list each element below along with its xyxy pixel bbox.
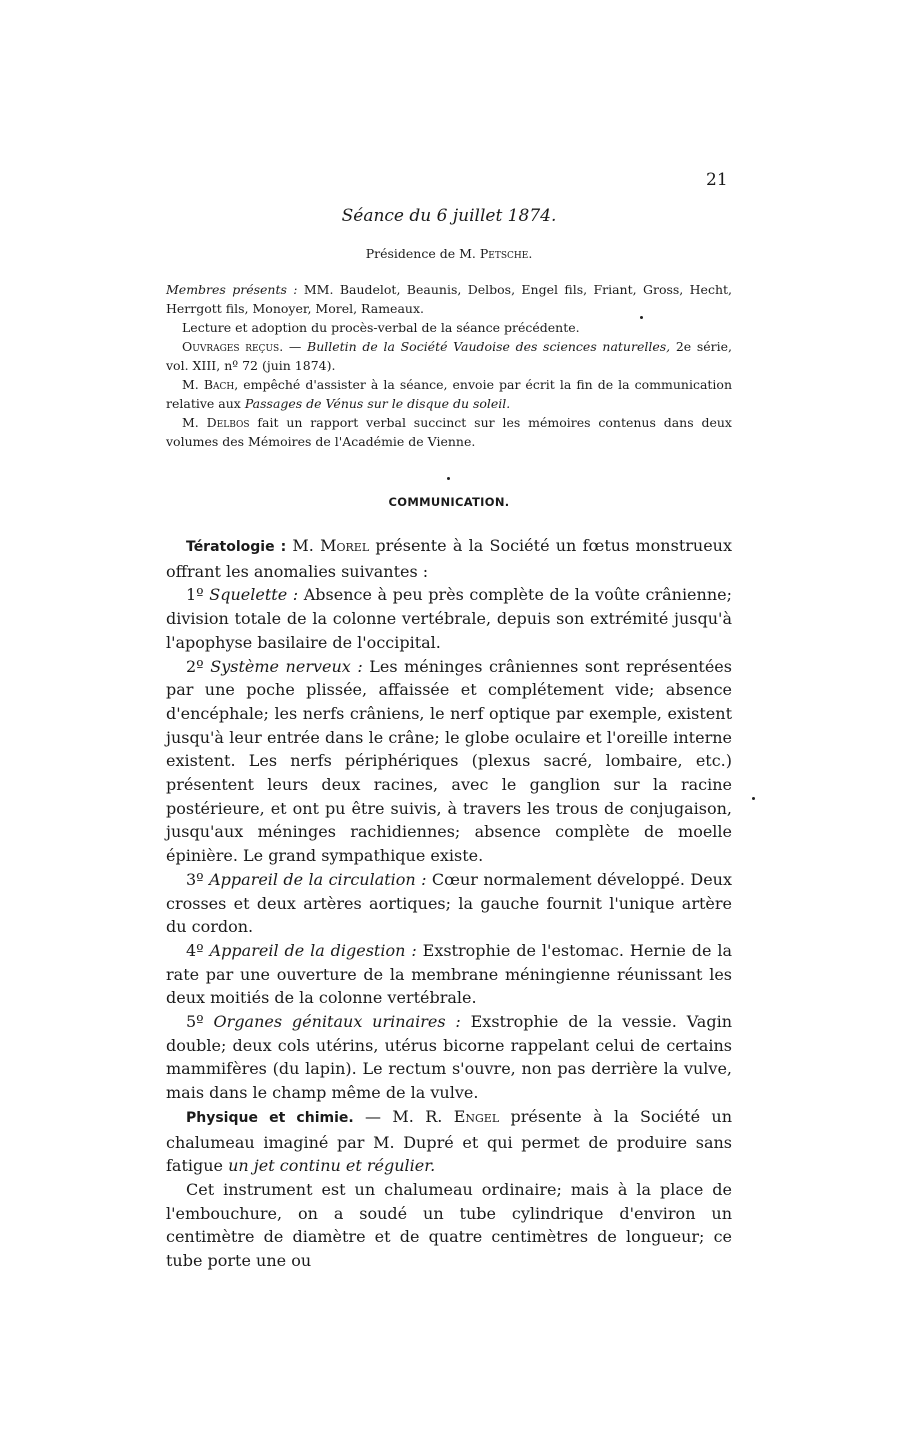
teratologie-label: Tératologie :: [186, 539, 287, 555]
digestion-text: Exstrophie de l'estomac. Hernie de la rate par une ouverture de la membrane méningienne réunissant les deux moitiés de la colonne vertébrale.: [166, 940, 733, 1008]
membres-text: MM. Baudelot, Beaunis, Delbos, Engel fils, Friant, Gross, Hecht, Herrgott fils, Monoyer, Morel, Rameaux.: [166, 282, 732, 316]
systeme-nerveux-paragraph: [166, 655, 732, 868]
squelette-paragraph: [166, 583, 732, 654]
circulation-paragraph: [166, 868, 732, 939]
digestion-label: Appareil de la digestion :: [209, 940, 417, 960]
ouvrages-rest: 2e série, vol. XIII, nº 72 (juin 1874).: [166, 339, 732, 373]
squelette-text: Absence à peu près complète de la voûte crânienne; division totale de la colonne vertébrale, depuis son extrémité jusqu'à l'apophyse basilaire de l'occipital.: [166, 585, 732, 652]
communication-body: [166, 534, 732, 1273]
ouvrages-title: Bulletin de la Société Vaudoise des sciences naturelles,: [307, 339, 671, 354]
delbos-text: fait un rapport verbal succinct sur les mémoires contenus dans deux volumes des Mémoires de l'Académie de Vienne.: [166, 415, 732, 449]
p1-pre: M.: [286, 536, 321, 555]
instrument-paragraph: Cet instrument est un chalumeau ordinaire; mais à la place de l'embouchure, on a soudé un tube cylindrique d'environ un centimètre de diamètre et de quatre centimètres de longueur; ce tube porte une ou: [166, 1179, 732, 1271]
lecture-paragraph: Lecture et adoption du procès-verbal de la séance précédente.: [182, 320, 580, 335]
p1-text: présente à la Société un fœtus monstrueux offrant les anomalies suivantes :: [166, 536, 733, 581]
print-speck: [640, 316, 643, 319]
physique-paragraph: [166, 1105, 732, 1178]
item-number: 2º: [186, 656, 211, 676]
ouvrages-dash: —: [283, 339, 308, 354]
presidence-label: Présidence de M.: [365, 246, 476, 261]
physique-label: Physique et chimie.: [186, 1109, 354, 1126]
delbos-name: Delbos: [206, 415, 250, 430]
morel-name: Morel: [320, 536, 370, 555]
item-number: 4º: [186, 940, 210, 960]
teratologie-paragraph: [166, 534, 732, 583]
bach-text: , empêché d'assister à la séance, envoie par écrit la fin de la communication relative aux: [166, 377, 732, 411]
systeme-nerveux-text: Les méninges crâniennes sont représentées par une poche plissée, affaissée et complétement vide; absence d'encéphale; les nerfs crâniens, le nerf optique par exemple, existent jusqu'à leur entrée dans le crâne; le globe oculaire et l'oreille interne existent. Les nerfs périphériques (plexus sacré, lombaire, etc.) présentent leurs deux racines, avec le ganglion sur la racine postérieure, et ont pu être suivis, à travers les trous de conjugaison, jusqu'aux méninges rachidiennes; absence complète de moelle épinière. Le grand sympathique existe.: [166, 656, 732, 866]
circulation-text: Cœur normalement développé. Deux crosses et deux artères aortiques; la gauche fournit l'unique artère du cordon.: [166, 869, 733, 937]
organes-label: Organes génitaux urinaires :: [213, 1012, 461, 1032]
item-number: 3º: [186, 869, 210, 889]
p7-emphasis: un jet continu et régulier.: [228, 1156, 436, 1176]
membres-paragraph: [166, 280, 732, 318]
presidence-name: Petsche.: [479, 246, 533, 261]
minutes-block: [166, 280, 732, 451]
communication-heading: COMMUNICATION.: [388, 495, 510, 509]
bach-paragraph: [166, 375, 732, 413]
squelette-label: Squelette :: [209, 585, 299, 605]
bach-prefix: M.: [182, 377, 199, 392]
circulation-label: Appareil de la circulation :: [209, 869, 427, 889]
ouvrages-paragraph: [166, 337, 732, 375]
item-number: 5º: [186, 1012, 214, 1032]
delbos-paragraph: [166, 413, 732, 451]
organes-text: Exstrophie de la vessie. Vagin double; deux cols utérins, utérus bicorne rappelant celui de certains mammifères (du lapin). Le rectum s'ouvre, non pas derrière la vulve, mais dans le champ même de la vulve.: [166, 1012, 732, 1103]
delbos-prefix: M.: [182, 415, 199, 430]
page-title: Séance du 6 juillet 1874.: [341, 206, 557, 226]
digestion-paragraph: [166, 939, 732, 1010]
ouvrages-label: Ouvrages reçus.: [182, 339, 284, 354]
item-number: 1º: [186, 585, 210, 605]
organes-paragraph: [166, 1010, 732, 1105]
page-number: 21: [706, 170, 728, 190]
membres-label: Membres présents :: [166, 282, 298, 297]
presidence-line: [0, 246, 898, 261]
bach-title: Passages de Vénus sur le disque du soleil.: [244, 396, 511, 411]
p7-text: présente à la Société un chalumeau imaginé par M. Dupré et qui permet de produire sans fatigue: [166, 1106, 732, 1176]
systeme-nerveux-label: Système nerveux :: [210, 656, 363, 676]
p7-pre: — M. R.: [353, 1106, 454, 1126]
print-speck: [752, 797, 755, 800]
bach-name: Bach: [203, 377, 235, 392]
engel-name: Engel: [453, 1106, 500, 1126]
print-speck: [447, 477, 450, 480]
